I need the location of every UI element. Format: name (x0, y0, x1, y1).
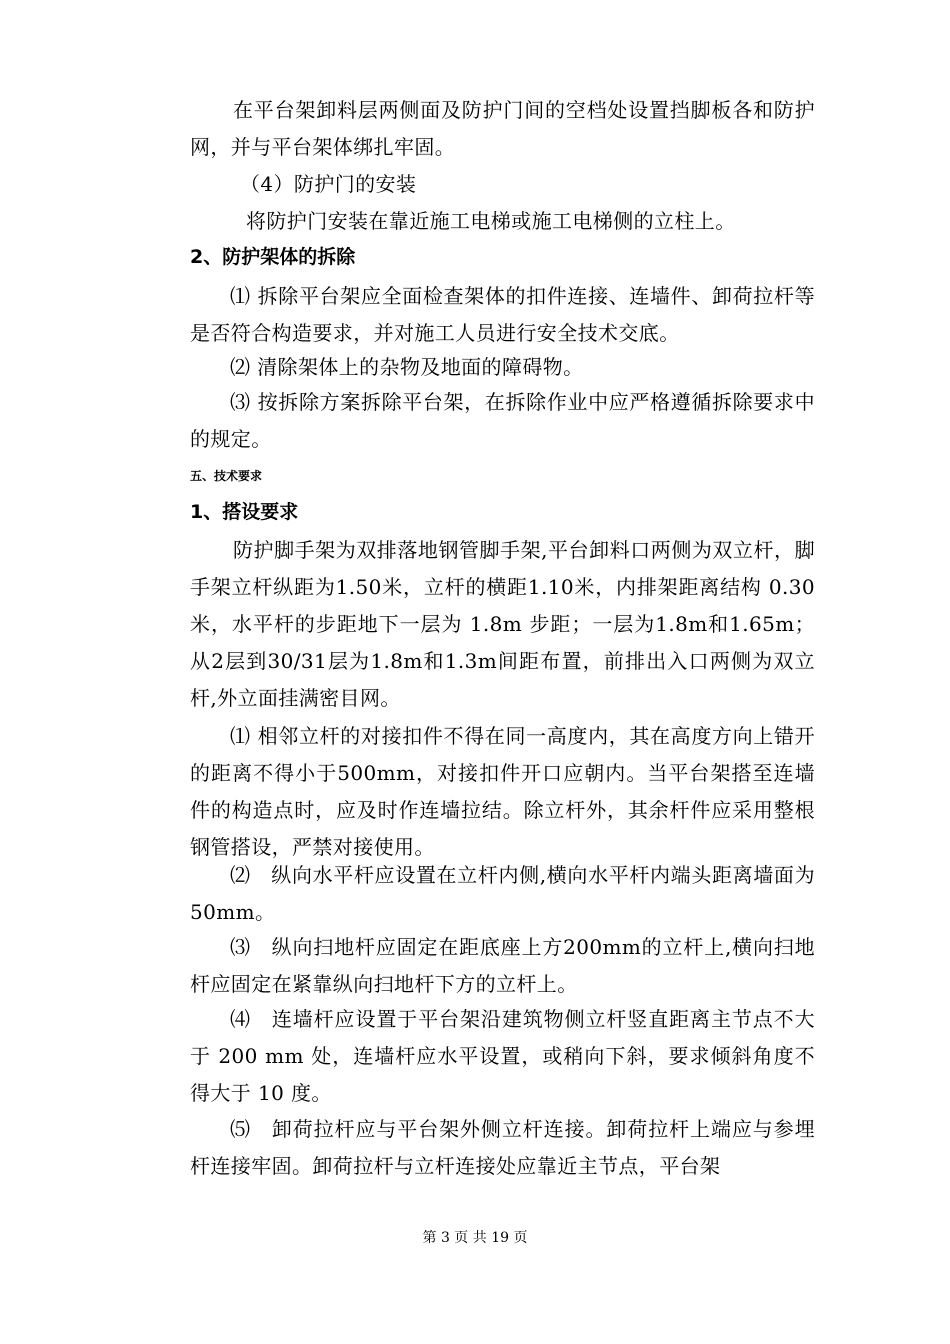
section-1-heading: 1、搭设要求 (190, 501, 299, 523)
requirement-3: ⑶ 纵向扫地杆应固定在距底座上方200mm的立杆上,横向扫地杆应固定在紧靠纵向扫地杆下方的立杆上。 (190, 935, 815, 996)
requirement-2: ⑵ 纵向水平杆应设置在立杆内侧,横向水平杆内端头距离墙面为50mm。 (190, 863, 815, 924)
requirement-5: ⑸ 卸荷拉杆应与平台架外侧立杆连接。卸荷拉杆上端应与参埋杆连接牢固。卸荷拉杆与立杆连接处应靠近主节点，平台架 (190, 1117, 815, 1178)
requirement-4: ⑷ 连墙杆应设置于平台架沿建筑物侧立杆竖直距离主节点不大于 200 mm 处，连墙杆应水平设置，或稍向下斜，要求倾斜角度不得大于 10 度。 (190, 1007, 815, 1105)
setup-intro-paragraph: 防护脚手架为双排落地钢管脚手架,平台卸料口两侧为双立杆，脚手架立杆纵距为1.50米，立杆的横距1.10米，内排架距离结构 0.30 米，水平杆的步距地下一层为 1.8m 步距；一层为1.8m和1.65m；从2层到30/31层为1.8m和1.3m间距布置，前排出入口两侧为双立杆,外立面挂满密目网。 (190, 538, 815, 710)
section-2-heading: 2、防护架体的拆除 (190, 246, 356, 268)
item-4-title: （4）防护门的安装 (240, 172, 417, 196)
removal-step-2: ⑵ 清除架体上的杂物及地面的障碍物。 (230, 355, 584, 379)
removal-step-1: ⑴ 拆除平台架应全面检查架体的扣件连接、连墙件、卸荷拉杆等是否符合构造要求，并对施工人员进行安全技术交底。 (190, 284, 815, 345)
paragraph-toe-board: 在平台架卸料层两侧面及防护门间的空档处设置挡脚板各和防护网，并与平台架体绑扎牢固。 (190, 98, 815, 159)
item-4-body: 将防护门安装在靠近施工电梯或施工电梯侧的立柱上。 (246, 209, 736, 233)
requirement-1: ⑴ 相邻立杆的对接扣件不得在同一高度内，其在高度方向上错开的距离不得小于500mm，对接扣件开口应朝内。当平台架搭至连墙件的构造点时，应及时作连墙拉结。除立杆外，其余杆件应采用整根钢管搭设，严禁对接使用。 (190, 724, 815, 859)
page-number-footer: 第 3 页 共 19 页 (422, 1230, 528, 1246)
removal-step-3: ⑶ 按拆除方案拆除平台架，在拆除作业中应严格遵循拆除要求中的规定。 (190, 390, 815, 451)
chapter-5-heading: 五、技术要求 (190, 469, 263, 483)
